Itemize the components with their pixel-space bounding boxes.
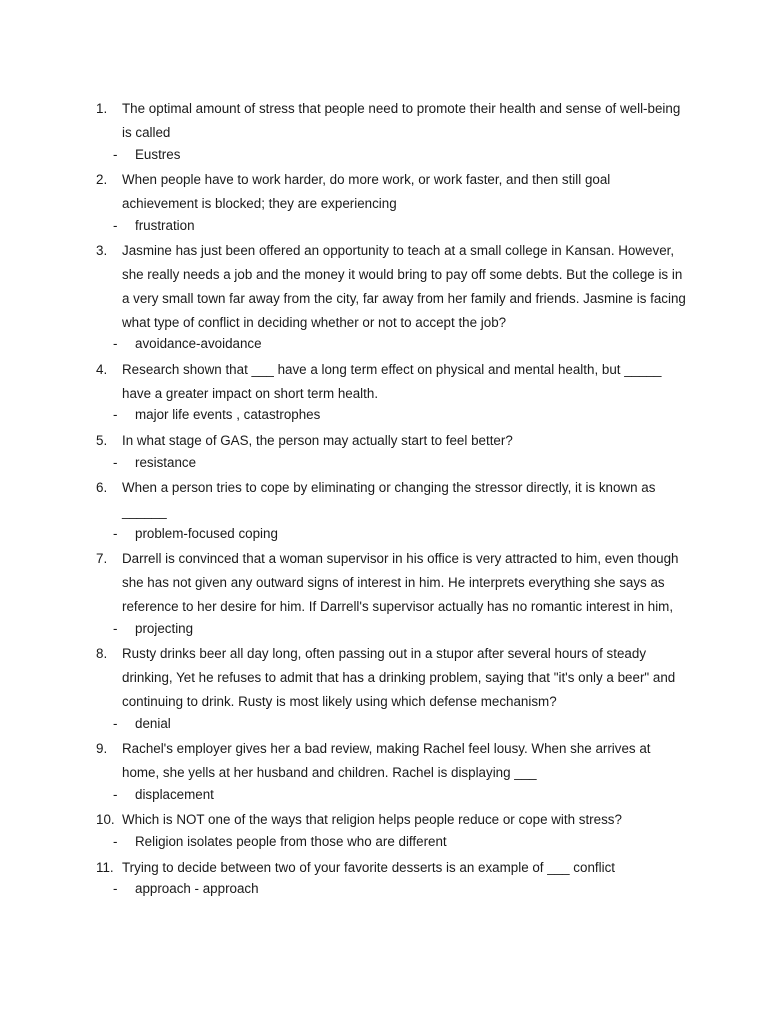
question-text: Trying to decide between two of your favorite desserts is an example of ___ conflict — [122, 859, 615, 875]
answer-text: Eustres — [135, 146, 181, 162]
answer — [96, 879, 686, 899]
question-number: 6. — [96, 480, 108, 496]
question-number: 3. — [96, 243, 108, 259]
question-text: Which is NOT one of the ways that religion helps people reduce or cope with stress? — [122, 812, 622, 828]
question — [96, 429, 686, 453]
question-text: Rachel's employer gives her a bad review, making Rachel feel lousy. When she arrives at home, she yells at her husband and children. Rachel is displaying ___ — [122, 741, 651, 780]
answer-marker: - — [113, 525, 118, 541]
question-number: 10. — [96, 812, 115, 828]
question — [96, 547, 686, 618]
answer-marker: - — [113, 454, 118, 470]
question-text: When people have to work harder, do more work, or work faster, and then still goal achievement is blocked; they are experiencing — [122, 172, 611, 211]
answer-marker: - — [113, 336, 118, 352]
question-item — [96, 856, 686, 899]
question-item — [96, 547, 686, 638]
question-item — [96, 168, 686, 235]
question — [96, 737, 686, 785]
question-text: Darrell is convinced that a woman supervisor in his office is very attracted to him, even though she has not given any outward signs of interest in him. He interprets everything she says as reference to her desire for him. If Darrell's supervisor actually has no romantic interest in him, — [122, 551, 679, 614]
question-item — [96, 808, 686, 851]
question-item — [96, 476, 686, 543]
question-number: 9. — [96, 741, 108, 757]
answer-text: resistance — [135, 454, 197, 470]
question-item — [96, 358, 686, 425]
answer-marker: - — [113, 881, 118, 897]
question-number: 2. — [96, 172, 108, 188]
question-number: 1. — [96, 101, 108, 116]
question — [96, 168, 686, 216]
answer-marker: - — [113, 146, 118, 162]
answer — [96, 714, 686, 734]
question-number: 7. — [96, 551, 108, 567]
question-number: 11. — [96, 859, 114, 875]
question-number: 4. — [96, 361, 108, 377]
answer-text: major life events , catastrophes — [135, 407, 321, 423]
question-item — [96, 642, 686, 733]
question-number: 8. — [96, 646, 108, 662]
question-text: Research shown that ___ have a long term effect on physical and mental health, but _____ have a greater impact on short term health. — [122, 361, 662, 401]
question-text: In what stage of GAS, the person may actually start to feel better? — [122, 432, 513, 448]
answer — [96, 145, 686, 165]
question-item — [96, 737, 686, 804]
question-text: When a person tries to cope by eliminating or changing the stressor directly, it is known as ______ — [122, 480, 656, 520]
question-item — [96, 97, 686, 164]
question-list — [96, 97, 686, 903]
answer — [96, 832, 686, 852]
answer — [96, 216, 686, 236]
answer-text: projecting — [135, 620, 194, 636]
question — [96, 642, 686, 713]
answer-marker: - — [113, 715, 118, 731]
answer-marker: - — [113, 217, 118, 233]
question — [96, 476, 686, 524]
question-number: 5. — [96, 432, 108, 448]
answer-text: avoidance-avoidance — [135, 336, 262, 352]
question — [96, 97, 686, 145]
answer-marker: - — [113, 407, 118, 423]
answer-text: frustration — [135, 217, 195, 233]
question — [96, 239, 686, 334]
answer — [96, 785, 686, 805]
question — [96, 358, 686, 406]
question-text: Rusty drinks beer all day long, often passing out in a stupor after several hours of steady drinking, Yet he refuses to admit that has a drinking problem, saying that "it's only a beer" and continuing to drink. Rusty is most likely using which defense mechanism? — [122, 646, 676, 709]
question-text: The optimal amount of stress that people need to promote their health and sense of well-being is called — [122, 101, 681, 140]
answer — [96, 334, 686, 354]
answer-marker: - — [113, 786, 118, 802]
answer-text: approach - approach — [135, 881, 259, 897]
answer-text: Religion isolates people from those who are different — [135, 834, 447, 850]
answer — [96, 405, 686, 425]
question-item — [96, 239, 686, 354]
answer-text: denial — [135, 715, 171, 731]
question-item — [96, 429, 686, 472]
question — [96, 808, 686, 832]
question-text: Jasmine has just been offered an opportunity to teach at a small college in Kansan. However, she really needs a job and the money it would bring to pay off some debts. But the college is in a very small town far away from the city, far away from her family and friends. Jasmine is facing what type of conflict in deciding whether or not to accept the job? — [122, 243, 686, 330]
answer-text: problem-focused coping — [135, 525, 278, 541]
answer-marker: - — [113, 834, 118, 850]
answer — [96, 524, 686, 544]
question — [96, 856, 686, 880]
answer — [96, 619, 686, 639]
answer-marker: - — [113, 620, 118, 636]
answer-text: displacement — [135, 786, 214, 802]
answer — [96, 453, 686, 473]
